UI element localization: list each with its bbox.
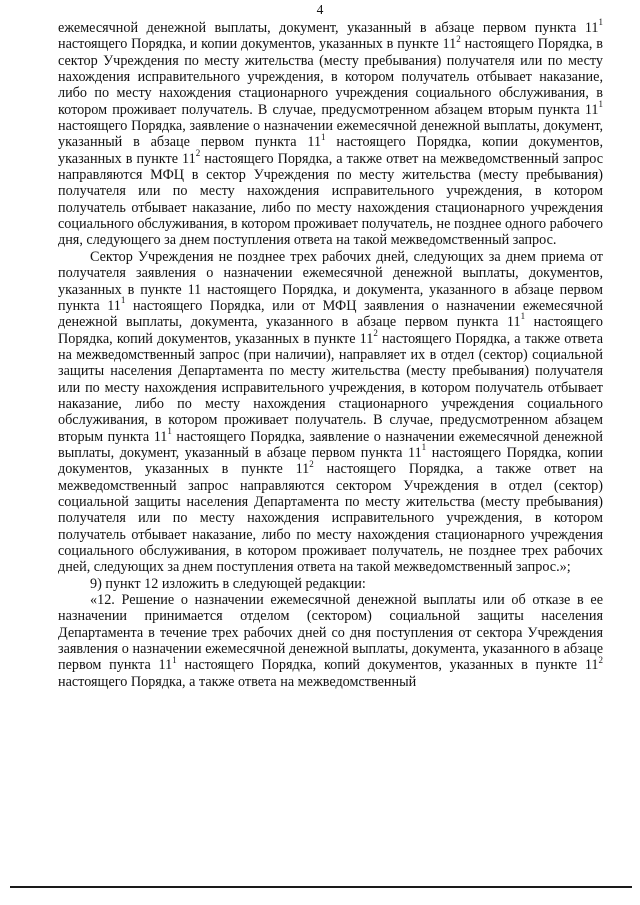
superscript-index: 1 [421,442,427,453]
superscript-index: 1 [598,17,603,28]
text-run: настоящего Порядка, копии документов, указанных в пункте 11 [58,444,604,478]
paragraph-p3 [58,576,603,592]
superscript-index: 2 [195,148,201,159]
superscript-index: 1 [520,311,526,322]
text-run: настоящего Порядка, а также ответа на межведомственный запрос (при наличии), направляет их в отдел (сектор) социальной защиты населения Департамента по месту жительства (месту пребывания) получателя или по месту нахождения исправительного учреждения, в котором получатель отбывает наказание, либо по месту нахождения стационарного учреждения социального обслуживания, в котором проживает получатель. В случае, предусмотренном абзацем вторым пункта 11 [58,330,604,445]
text-run: 9) пункт 12 изложить в следующей редакции: [90,575,366,592]
paragraph-p4 [58,592,603,690]
superscript-index: 2 [598,654,604,665]
superscript-index: 2 [373,327,378,338]
text-run: настоящего Порядка, заявление о назначении ежемесячной денежной выплаты, документ, указанный в абзаце первом пункта 11 [58,428,603,461]
page-number: 4 [316,2,324,17]
document-body [58,17,604,690]
text-run: настоящего Порядка, заявление о назначении ежемесячной денежной выплаты, документ, указанный в абзаце первом пункта 11 [58,118,603,151]
superscript-index: 1 [167,425,172,436]
text-run: настоящего Порядка, копий документов, указанных в пункте 11 [176,657,599,674]
text-run: настоящего Порядка, и копии документов, указанных в пункте 11 [58,36,457,53]
superscript-index: 2 [309,458,314,469]
text-run: настоящего Порядка, а также ответа на межведомственный [58,673,417,690]
superscript-index: 1 [172,654,177,665]
text-run: настоящего Порядка, копии документов, указанных в пункте 11 [58,134,603,167]
text-run: Сектор Учреждения не позднее трех рабочих дней, следующих за днем приема от получателя заявления о назначении ежемесячной денежной выплаты, документов, указанных в пункте 11 настоящего Порядка, и документа, указанного в абзаце первом пункта 11 [58,248,603,314]
superscript-index: 2 [456,33,461,44]
page-bottom-rule [10,886,632,888]
text-run: настоящего Порядка, в сектор Учреждения по месту жительства (месту пребывания) получателя или по месту нахождения исправительного учреждения, в котором получатель отбывает наказание, либо по месту нахождения стационарного учреждения социального обслуживания, в котором проживает получатель. В случае, предусмотренном абзацем вторым пункта 11 [58,36,603,118]
text-run: ежемесячной денежной выплаты, документ, указанный в абзаце первом пункта 11 [58,20,599,36]
superscript-index: 1 [321,131,326,142]
superscript-index: 1 [598,98,603,109]
text-run: «12. Решение о назначении ежемесячной денежной выплаты или об отказе в ее назначении принимается отделом (сектором) социальной защиты населения Департамента в течение трех рабочих дней со дня поступления от сектора Учреждения заявления о назначении ежемесячной денежной выплаты, документа, указанного в абзаце первом пункта 11 [58,592,603,674]
paragraph-p2 [58,249,603,576]
text-run: настоящего Порядка, а также ответ на межведомственный запрос направляются МФЦ в сектор Учреждения по месту жительства (месту пребывания) получателя или по месту нахождения исправительного учреждения, в котором получатель отбывает наказание, либо по месту нахождения стационарного учреждения социального обслуживания, в котором проживает получатель, не позднее одного рабочего дня, следующего за днем поступления ответа на такой межведомственный запрос. [58,150,603,249]
paragraph-p1 [58,17,603,249]
text-run: настоящего Порядка, или от МФЦ заявления о назначении ежемесячной денежной выплаты, документа, указанного в абзаце первом пункта 11 [58,297,603,331]
text-run: настоящего Порядка, а также ответ на межведомственный запрос направляются сектором Учреждения в отдел (сектор) социальной защиты населения Департамента по месту жительства (месту пребывания) получателя или по месту нахождения исправительного учреждения, в котором получатель отбывает наказание, либо по месту нахождения стационарного учреждения социального обслуживания, в котором проживает получатель, не позднее трех рабочих дней, следующих за днем поступления ответа на такой межведомственный запрос.»; [58,461,603,576]
superscript-index: 1 [120,295,126,306]
text-run: настоящего Порядка, копий документов, указанных в пункте 11 [58,314,603,347]
